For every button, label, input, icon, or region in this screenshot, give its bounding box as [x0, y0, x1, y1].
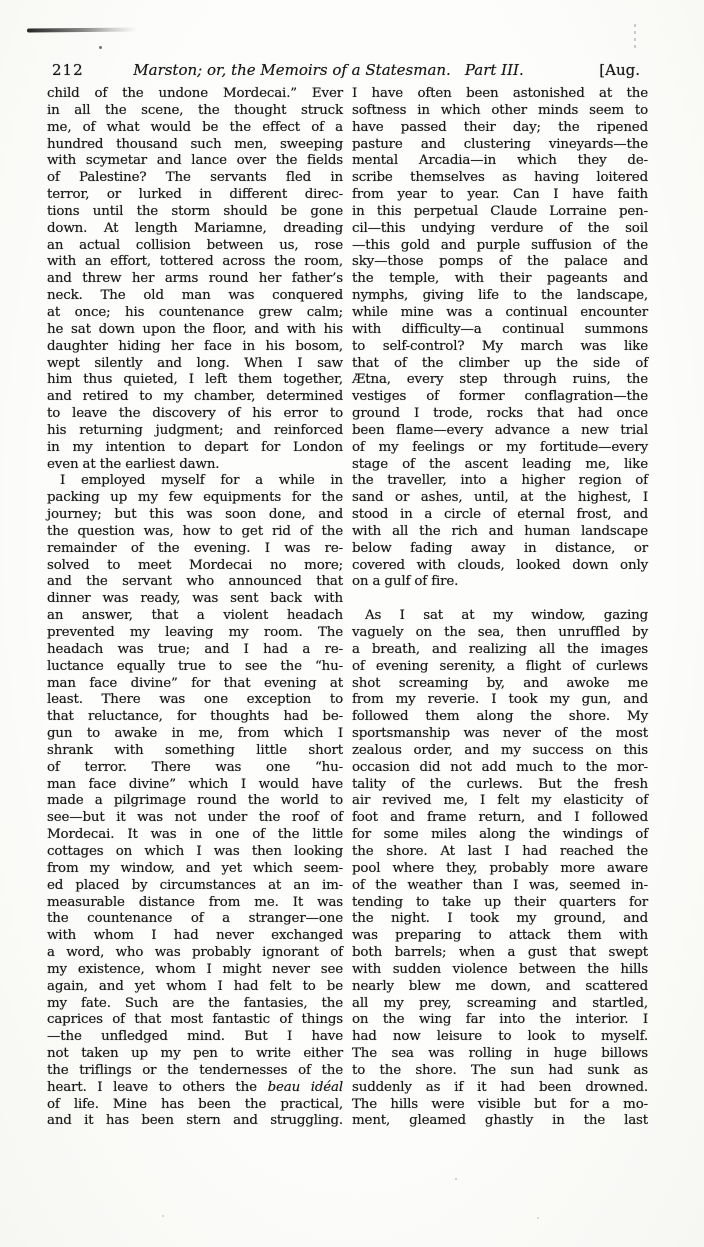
text-line: measurable distance from me. It was [47, 894, 343, 910]
text-line: while mine was a continual encounter [352, 304, 648, 320]
text-line: at once; his countenance grew calm; [47, 304, 343, 320]
text-line: in my intention to depart for London [47, 439, 343, 455]
text-line: I employed myself for a while in [60, 473, 343, 489]
text-line: an actual collision between us, rose [47, 237, 343, 253]
text-line: mental Arcadia—in which they de- [352, 153, 648, 169]
text-line: both barrels; when a gust that swept [352, 945, 648, 961]
text-line: the question was, how to get rid of the [47, 523, 343, 539]
text-column-right [352, 86, 648, 1130]
text-column-left [47, 86, 343, 1130]
paragraph [47, 86, 343, 473]
text-line: vaguely on the sea, then unruffled by [352, 625, 648, 640]
text-line: with whom I had never exchanged [47, 928, 343, 944]
text-line: of Palestine? The servants fled in [47, 170, 343, 186]
ink-smudge-artifact [27, 28, 137, 33]
text-line: man face divine” for that evening at [47, 675, 343, 691]
running-header [47, 61, 640, 83]
ink-dot-artifact [99, 46, 102, 49]
text-line: and the servant who announced that [47, 574, 343, 590]
text-line: from my reverie. I took my gun, and [352, 692, 648, 708]
paper-speck [537, 1217, 539, 1219]
text-line: from my window, and yet which seem- [47, 860, 343, 876]
text-line: tality of the curlews. But the fresh [352, 776, 648, 792]
text-line: in all the scene, the thought struck [47, 102, 343, 118]
text-line: my fate. Such are the fantasies, the [47, 995, 343, 1011]
text-line: and it has been stern and struggling. [47, 1113, 343, 1129]
text-line: down. At length Mariamne, dreading [47, 220, 343, 236]
paper-speck [455, 1178, 457, 1180]
book-title: Marston; or, the Memoirs of a Statesman. [133, 61, 451, 79]
text-line: to leave the discovery of his error to [47, 406, 343, 422]
text-line: had now leisure to look to myself. [352, 1029, 648, 1045]
text-line: stage of the ascent leading me, like [352, 456, 648, 472]
text-line: all my prey, screaming and startled, [352, 995, 648, 1011]
text-line: of my feelings or my fortitude—every [352, 439, 648, 455]
text-line: The hills were visible but for a mo- [352, 1096, 648, 1112]
text-line: pasture and clustering vineyards—the [352, 136, 648, 152]
text-line: have passed their day; the ripened [352, 119, 648, 135]
text-line: a breath, and realizing all the images [352, 641, 648, 657]
text-line: with scymetar and lance over the fields [47, 153, 343, 169]
text-line: the shore. At last I had reached the [352, 843, 648, 859]
text-line: again, and yet whom I had felt to be [47, 978, 343, 994]
text-line: in this perpetual Claude Lorraine pen- [352, 203, 648, 219]
text-line: see—but it was not under the roof of [47, 810, 343, 826]
text-line: softness in which other minds seem to [352, 102, 648, 118]
text-line: As I sat at my window, gazing [365, 608, 648, 624]
text-line: hundred thousand such men, sweeping [47, 136, 343, 152]
text-line: with an effort, tottered across the room, [47, 254, 343, 270]
text-line: tions until the storm should be gone [47, 203, 343, 219]
scan-mark-artifact [634, 24, 636, 51]
text-line: tending to take up their quarters for [352, 894, 648, 910]
text-line: below fading away in distance, or [352, 540, 648, 556]
text-line: air revived me, I felt my elasticity of [352, 793, 648, 809]
text-line: remainder of the evening. I was re- [47, 540, 343, 556]
text-line: made a pilgrimage round the world to [47, 793, 343, 809]
text-line: the traveller, into a higher region of [352, 473, 648, 489]
text-line: his returning judgment; and reinforced [47, 422, 343, 438]
text-line: he sat down upon the floor, and with his [47, 321, 343, 337]
text-line: ed placed by circumstances at an im- [47, 877, 343, 893]
text-line: terror, or lurked in different direc- [47, 187, 343, 203]
text-line: my existence, whom I might never see [47, 961, 343, 977]
text-line: sand or ashes, until, at the highest, I [352, 490, 648, 506]
text-line: him thus quieted, I left them together, [47, 372, 343, 388]
text-line: heart. I leave to others the beau idéal [47, 1079, 343, 1095]
text-line: suddenly as if it had been drowned. [352, 1079, 648, 1095]
text-line: journey; but this was soon done, and [47, 507, 343, 523]
text-line: occasion did not add much to the mor- [352, 759, 648, 775]
text-line: Mordecai. It was in one of the little [47, 827, 343, 843]
text-line: pool where they, probably more aware [352, 860, 648, 876]
text-line: sky—those pomps of the palace and [352, 254, 648, 270]
text-line: the night. I took my ground, and [352, 911, 648, 927]
text-line: The sea was rolling in huge billows [352, 1046, 648, 1062]
text-line: to the shore. The sun had sunk as [352, 1062, 648, 1078]
text-line: solved to meet Mordecai no more; [47, 557, 343, 573]
text-line: child of the undone Mordecai.” Ever [47, 86, 343, 101]
header-title-group [47, 61, 610, 79]
part-label: Part III. [464, 61, 524, 79]
text-line: been flame—every advance a new trial [352, 422, 648, 438]
text-line: to self-control? My march was like [352, 338, 648, 354]
text-line: from year to year. Can I have faith [352, 187, 648, 203]
text-line: prevented my leaving my room. The [47, 625, 343, 640]
text-line: neck. The old man was conquered [47, 288, 343, 304]
text-line: on a gulf of fire. [352, 574, 459, 590]
text-line: not taken up my pen to write either [47, 1046, 343, 1062]
text-line: ment, gleamed ghastly in the last [352, 1113, 648, 1129]
text-line: even at the earliest dawn. [47, 456, 220, 472]
text-line: shot screaming by, and awoke me [352, 675, 648, 691]
text-line: the triflings or the tendernesses of the [47, 1062, 343, 1078]
text-line: of the weather than I was, seemed in- [352, 877, 648, 893]
text-line: was preparing to attack them with [352, 928, 648, 944]
text-line: for some miles along the windings of [352, 827, 648, 843]
text-line: least. There was one exception to [47, 692, 343, 708]
text-line: ground I trode, rocks that had once [352, 406, 648, 422]
text-line: dinner was ready, was sent back with [47, 591, 343, 607]
text-line: I have often been astonished at the [352, 86, 648, 101]
text-line: luctance equally true to see the “hu- [47, 658, 343, 674]
text-line: cil—this undying verdure of the soil [352, 220, 648, 236]
text-line: followed them along the shore. My [352, 709, 648, 725]
text-line: and retired to my chamber, determined [47, 389, 343, 405]
text-line: scribe themselves as having loitered [352, 170, 648, 186]
paragraph [352, 86, 648, 591]
text-line: me, of what would be the effect of a [47, 119, 343, 135]
text-line: an answer, that a violent headach [47, 608, 343, 624]
text-line: shrank with something little short [47, 742, 343, 758]
text-line: of terror. There was one “hu- [47, 759, 343, 775]
text-line: gun to awake in me, from which I [47, 726, 343, 742]
text-line: nymphs, giving life to the landscape, [352, 288, 648, 304]
text-line: caprices of that most fantastic of things [47, 1012, 343, 1028]
text-line: that of the climber up the side of [352, 355, 648, 371]
text-line: foot and frame return, and I followed [352, 810, 648, 826]
text-line: with all the rich and human landscape [352, 523, 648, 539]
paragraph [352, 608, 648, 1130]
paragraph [47, 473, 343, 1130]
text-line: and threw her arms round her father’s [47, 271, 343, 287]
paper-speck [162, 1215, 164, 1217]
text-line: stood in a circle of eternal frost, and [352, 507, 648, 523]
text-line: Ætna, every step through ruins, the [352, 372, 648, 388]
text-line: a word, who was probably ignorant of [47, 945, 343, 961]
text-line: nearly blew me down, and scattered [352, 978, 648, 994]
text-line: —the unfledged mind. But I have [47, 1029, 343, 1045]
issue-month-label: [Aug. [599, 61, 640, 79]
text-line: —this gold and purple suffusion of the [352, 237, 648, 253]
text-line: zealous order, and my success on this [352, 742, 648, 758]
text-line: packing up my few equipments for the [47, 490, 343, 506]
text-line: the countenance of a stranger—one [47, 911, 343, 927]
text-line: cottages on which I was then looking [47, 843, 343, 859]
text-line: wept silently and long. When I saw [47, 355, 343, 371]
text-line: man face divine” which I would have [47, 776, 343, 792]
text-line: the temple, with their pageants and [352, 271, 648, 287]
text-line: covered with clouds, looked down only [352, 557, 648, 573]
text-line: that reluctance, for thoughts had be- [47, 709, 343, 725]
text-line: on the wing far into the interior. I [352, 1012, 648, 1028]
text-line: with sudden violence between the hills [352, 961, 648, 977]
text-line: with difficulty—a continual summons [352, 321, 648, 337]
text-line: of life. Mine has been the practical, [47, 1096, 343, 1112]
text-line: headach was true; and I had a re- [47, 641, 343, 657]
text-line: sportsmanship was never of the most [352, 726, 648, 742]
text-line: daughter hiding her face in his bosom, [47, 338, 343, 354]
page-number: 212 [52, 61, 84, 79]
text-line: vestiges of former conflagration—the [352, 389, 648, 405]
text-line: of evening serenity, a flight of curlews [352, 658, 648, 674]
